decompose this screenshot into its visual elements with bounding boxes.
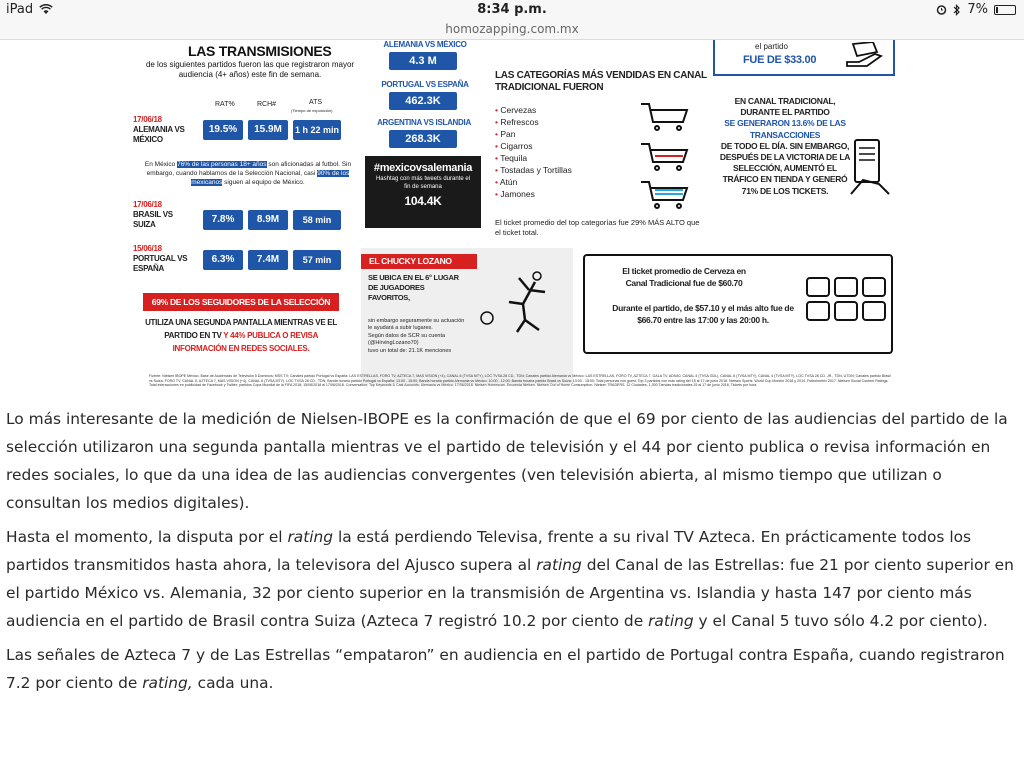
partido-price-label: el partido	[755, 42, 788, 51]
p3-a: Las señales de Azteca 7 y de Las Estrellas “empataron” en audiencia en el partido de Portugal contra España, cuando registraron 7.2 por ciento de	[6, 646, 1005, 692]
match3-rch: 7.4M	[248, 250, 288, 270]
p2-a: Hasta el momento, la disputa por el	[6, 528, 288, 546]
p2-em-2: rating	[536, 556, 582, 574]
p2-c: del Canal de las Estrellas: fue 21 por ciento superior en el partido México vs. Alemania, 32 por ciento superior en la transmisión de Argentina vs. Islandia y hasta 147 por ciento más audiencia en el partido de Brasil contra Suiza (Azteca 7 registró 10.2 por ciento de	[6, 556, 1014, 630]
p2-em-3: rating	[648, 612, 694, 630]
note-text-c: casi	[303, 170, 316, 177]
cerveza-line1: El ticket promedio de Cerveza en Canal Tradicional fue de $60.70	[622, 266, 746, 288]
match2-ats: 58 min	[293, 210, 341, 230]
tweet-m1-value: 4.3 M	[389, 52, 457, 70]
categorias-title: LAS CATEGORÍAS MÁS VENDIDAS EN CANAL TRADICIONAL FUERON	[495, 70, 707, 93]
canal-line2: DURANTE EL PARTIDO	[740, 107, 830, 118]
transmisiones-title: LAS TRANSMISIONES	[188, 43, 332, 59]
audience-note	[133, 160, 363, 187]
second-screen-c: INFORMACIÓN EN REDES SOCIALES.	[172, 344, 310, 353]
status-bar	[0, 0, 1024, 20]
tweet-m1-label: ALEMANIA VS MÉXICO	[383, 40, 467, 49]
match3-date: 15/06/18	[133, 244, 162, 253]
categoria-label: Cigarros	[500, 141, 533, 151]
hashtag-value: 104.4K	[404, 194, 442, 208]
source-footnote: Fuente: Nielsen IBOPE México. Base de Audiencias de Televisión 5 Dominios; MSS TV; Canales partido Portugal vs España: LAS ESTRELLAS, FORO TV, AZTECA 7, MAS VISION (+4), CANAL 6 (TVSA MTY), LOC TVSA 28 CD., TDN; Canales partido Alemania vs México: LAS ESTRELLAS, FORO TV, AZTECA 7, GALA TV, ADN40, CANAL 4 (TVSA GDL), CANAL 6 (TVSA MTY), CANAL 4 (TVSA MTY), LOC TVSA 28 CD. JR., TDN, UTDN; Canales partido Brasil vs Suiza: FORO TV, CANAL 5, AZTECA 7, MAS VISION (+4), CANAL 6 (TVSA MTY), LOC TVSA 28 CD., TDN; Banda horaria partido Portugal vs España: 13:00 - 15:00; Banda horaria partido Alemania vs México: 10:00 - 12:00; Banda horaria partido Brasil vs Suiza: 13:00 - 15:00; Total personas con guest, Top 3 partidos con más rating del 15 al 17 de junio 2018. Nielsen Sports. World Cup Monitor 2018 y 2014. Futbolmetrix 2017. Nielsen Social Content Ratings. Total interacciones en publicidad de Facebook y Twitter; partidos Copa Mundial de la FIFA 2018; 15/06/2018 al 17/06/2018. Conversation; Top Keywords & Cast Accounts; Alemania vs México; 17/06/2018. Nielsen Homescan. Encuesta Nielsen. Nielsen Out of Home Consumption. Nielsen TRADERS. 12 Ciudades, 1,300 Tiendas tradicionales.15 al 17 de junio 2018, Tickets por hora.	[149, 374, 891, 388]
tweet-m2-label: PORTUGAL VS ESPAÑA	[381, 80, 469, 89]
categoria-item	[495, 104, 635, 116]
categoria-item	[495, 176, 635, 188]
bullet-icon: •	[495, 189, 501, 199]
bullet-icon: •	[495, 117, 501, 127]
categoria-label: Atún	[499, 177, 518, 187]
p3-em: rating,	[142, 674, 193, 692]
alarm-icon	[936, 4, 947, 15]
bullet-icon: •	[495, 153, 501, 163]
match1-rch: 15.9M	[248, 120, 288, 140]
phone-hand-icon	[849, 134, 891, 206]
note-highlight-1: 76% de las personas 18+ años	[177, 161, 267, 168]
cerveza-card	[583, 254, 893, 354]
article-paragraph-2	[6, 523, 1018, 635]
categoria-item	[495, 116, 635, 128]
article-body	[0, 405, 1024, 703]
match2-date: 17/06/18	[133, 200, 162, 209]
match2-rch: 8.9M	[248, 210, 288, 230]
categoria-item	[495, 188, 635, 200]
match1-ats: 1 h 22 min	[293, 120, 341, 140]
chucky-card	[361, 248, 573, 384]
url-text: homozapping.com.mx	[445, 22, 579, 36]
second-screen-text	[141, 316, 341, 355]
p2-b: la está perdiendo Televisa, frente a su rival TV Azteca. En prácticamente todos los partidos transmitidos hasta ahora, la televisora del Ajusco supera al	[6, 528, 972, 574]
address-bar[interactable]	[0, 20, 1024, 40]
match2-rat: 7.8%	[203, 210, 243, 230]
match1-date: 17/06/18	[133, 115, 162, 124]
canal-line3: SE GENERARON 13.6% DE LAS TRANSACCIONES	[724, 118, 846, 140]
device-name: iPad	[6, 2, 34, 17]
article-paragraph-3	[6, 641, 1018, 697]
note-text-b: son aficionadas al futbol. Sin embargo, cuando hablamos de la Selección Nacional,	[146, 161, 352, 177]
canal-line1: EN CANAL TRADICIONAL,	[734, 96, 836, 106]
bullet-icon: •	[495, 105, 501, 115]
chucky-line2: sin embargo seguramente su actuación le ayudará a subir lugares.	[368, 318, 465, 331]
categoria-label: Tostadas y Tortillas	[500, 165, 572, 175]
second-screen-b: Y 44% PUBLICA O REVISA	[223, 331, 318, 340]
bullet-icon: •	[495, 177, 500, 187]
partido-price-card	[713, 40, 895, 76]
partido-price-value: FUE DE $33.00	[743, 54, 817, 66]
categoria-item	[495, 152, 635, 164]
match2-teams: BRASIL VS SUIZA	[133, 210, 173, 229]
categoria-item	[495, 164, 635, 176]
match3-teams: PORTUGAL VS ESPAÑA	[133, 254, 188, 273]
categoria-label: Jamones	[500, 189, 535, 199]
battery-icon	[994, 5, 1016, 15]
categoria-label: Tequila	[500, 153, 528, 163]
note-highlight-2: 90% de los mexicanos	[191, 170, 350, 186]
cerveza-line2: Durante el partido, de $57.10 y el más alto fue de $66.70 entre las 17:00 y las 20:00 h.	[612, 303, 794, 325]
match3-ats: 57 min	[293, 250, 341, 270]
categoria-item	[495, 140, 635, 152]
hashtag-card	[365, 156, 481, 228]
chucky-line1: SE UBICA EN EL 6° LUGAR DE JUGADORES FAVORITOS,	[368, 273, 459, 302]
p2-em-1: rating	[287, 528, 334, 546]
beer-bottles-icon	[805, 272, 889, 328]
bullet-icon: •	[495, 129, 501, 139]
categorias-list	[495, 104, 635, 200]
match1-teams: ALEMANIA VS MÉXICO	[133, 125, 185, 144]
second-screen-banner: 69% DE LOS SEGUIDORES DE LA SELECCIÓN	[143, 293, 339, 311]
categoria-label: Refrescos	[500, 117, 539, 127]
cart-icon	[639, 100, 691, 212]
bullet-icon: •	[495, 165, 501, 175]
match1-rat: 19.5%	[203, 120, 243, 140]
col-rat: RAT%	[215, 101, 235, 108]
col-ats-sub: (Tiempo de exposición)	[291, 108, 333, 113]
bullet-icon: •	[495, 141, 501, 151]
canal-text	[719, 96, 851, 197]
hashtag-sub: Hashtag con más tweets durante el fin de semana	[375, 176, 471, 190]
chucky-line4: tuvo un total de: 21.1K menciones	[368, 348, 452, 354]
categoria-label: Pan	[500, 129, 516, 139]
bluetooth-icon	[953, 4, 961, 16]
categorias-note: El ticket promedio del top categorías fue 29% MÁS ALTO que el ticket total.	[495, 218, 700, 237]
col-rch: RCH#	[257, 101, 277, 108]
hashtag-text: #mexicovsalemania	[373, 162, 473, 174]
note-text-a: En México	[144, 161, 176, 168]
infographic	[133, 40, 903, 402]
col-ats: ATS	[309, 99, 323, 106]
tweet-m2-value: 462.3K	[389, 92, 457, 110]
p3-b: cada una.	[192, 674, 274, 692]
battery-percent: 7%	[967, 2, 988, 17]
second-screen-a: UTILIZA UNA SEGUNDA PANTALLA MIENTRAS VE EL PARTIDO EN TV	[145, 318, 337, 340]
match3-rat: 6.3%	[203, 250, 243, 270]
categoria-label: Cervezas	[500, 105, 537, 115]
tweet-m3-label: ARGENTINA VS ISLANDIA	[377, 118, 471, 127]
canal-line4: DE TODO EL DÍA. SIN EMBARGO, DESPUÉS DE LA VICTORIA DE LA SELECCIÓN, AUMENTÓ EL TRÁFICO EN TIENDA Y GENERÓ 71% DE LOS TICKETS.	[719, 140, 851, 196]
categoria-item	[495, 128, 635, 140]
chucky-title: EL CHUCKY LOZANO	[361, 254, 477, 269]
soccer-player-icon	[479, 268, 559, 343]
p2-d: y el Canal 5 tuvo sólo 4.2 por ciento).	[693, 612, 988, 630]
chucky-line3: Según datos de SCR su cuenta (@HirvingLozano70)	[368, 333, 446, 346]
transmisiones-subtitle: de los siguientes partidos fueron las que registraron mayor audiencia (4+ años) este fin de semana.	[145, 60, 355, 79]
hand-card-icon	[845, 42, 885, 68]
status-right	[936, 2, 1016, 17]
tweet-m3-value: 268.3K	[389, 130, 457, 148]
note-text-d: siguen al equipo de México.	[224, 179, 305, 186]
article-paragraph-1: Lo más interesante de la medición de Nielsen-IBOPE es la confirmación de que el 69 por ciento de las audiencias del partido de la selección utilizaron una segunda pantalla mientras ve el partido de televisión y el 44 por ciento publica o revisa información en redes sociales, lo que da una idea de las audiencias convergentes (ven televisión abierta, al mismo tiempo que utilizan o consultan los medios digitales).	[6, 410, 1008, 512]
status-time: 8:34 p.m.	[477, 2, 547, 17]
